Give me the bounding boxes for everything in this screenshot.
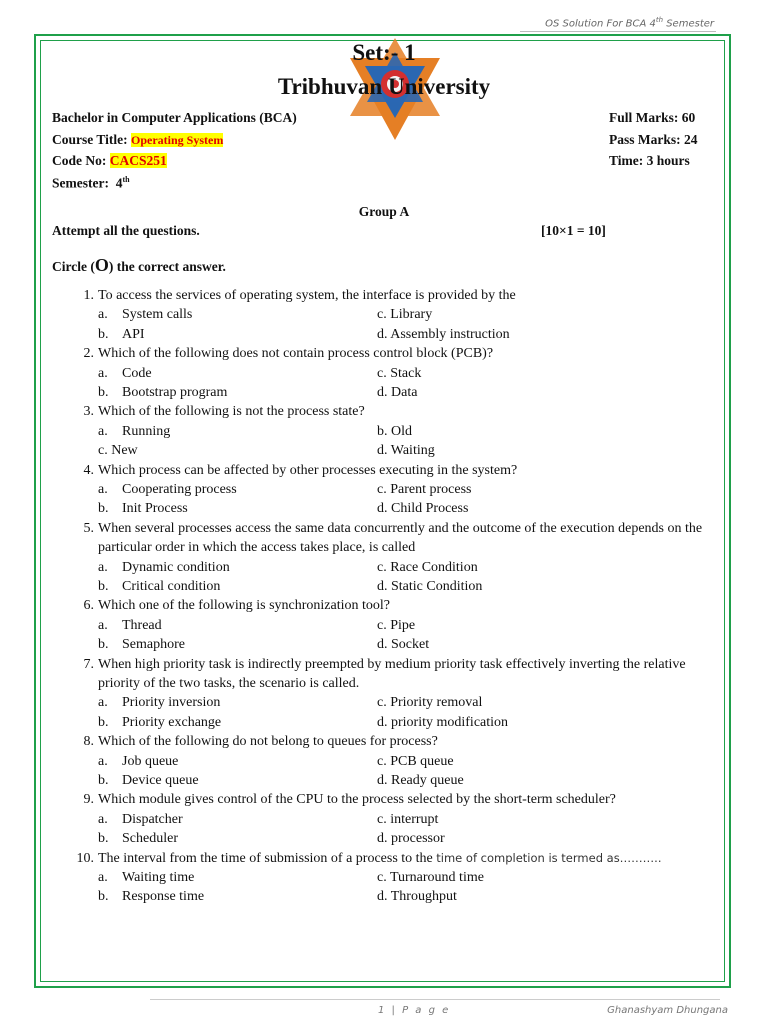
group-heading: Group A (358, 204, 410, 219)
option-right: d. Socket (377, 637, 430, 653)
option-right: c. PCB queue (377, 753, 454, 769)
option-right: c. Stack (377, 365, 422, 381)
question-text: 10. The interval from the time of submission of a process to the time of completion is termed as……….. (0, 849, 708, 868)
question-text: 3. Which of the following is not the process state? (0, 402, 708, 421)
question-number: 6. (83, 598, 94, 614)
option-left: API (122, 326, 145, 342)
question-item (0, 849, 768, 907)
option-right: d. Static Condition (377, 578, 483, 594)
answer-options-row (0, 577, 768, 596)
question-item (0, 519, 768, 597)
option-left: Running (122, 423, 171, 439)
option-letter: a. (98, 481, 108, 497)
answer-options-row (0, 325, 768, 344)
answer-options-row (0, 887, 768, 906)
answer-options-row (0, 829, 768, 848)
option-letter: a. (98, 617, 108, 633)
option-letter: b. (98, 384, 109, 400)
option-letter: b. (98, 501, 109, 517)
answer-options-row (0, 558, 768, 577)
option-right: c. Library (377, 307, 433, 323)
option-right: c. Parent process (377, 481, 472, 497)
code-no: Code No: CACS251 (52, 153, 167, 168)
answer-options-row (0, 693, 768, 712)
answer-options-row (0, 713, 768, 732)
instruction: Attempt all the questions. (52, 223, 200, 238)
option-letter: a. (98, 695, 108, 711)
option-left: Init Process (122, 501, 188, 517)
option-left: Priority exchange (122, 714, 222, 730)
option-left: Code (122, 365, 152, 381)
option-right: c. Turnaround time (377, 869, 484, 885)
university-title: Tribhuvan University (277, 74, 491, 99)
option-right: c. Priority removal (377, 695, 483, 711)
program-name: Bachelor in Computer Applications (BCA) (52, 110, 297, 125)
option-right: d. Throughput (377, 889, 457, 905)
time-allowed: Time: 3 hours (609, 153, 690, 168)
option-letter: a. (98, 423, 108, 439)
question-text: 4. Which process can be affected by other processes executing in the system? (0, 461, 708, 480)
answer-options-row (0, 383, 768, 402)
author-name: Ghanashyam Dhungana (607, 1005, 728, 1016)
question-text: 5. When several processes access the same data concurrently and the outcome of the execution depends on the particular order in which the access takes place, is called (0, 519, 708, 558)
answer-options-row (0, 810, 768, 829)
option-left: c. New (98, 443, 138, 459)
question-item (0, 596, 768, 654)
option-right: c. interrupt (377, 811, 439, 827)
option-letter: b. (98, 831, 109, 847)
option-right: d. Waiting (377, 443, 435, 459)
question-text: 6. Which one of the following is synchronization tool? (0, 596, 708, 615)
option-right: d. processor (377, 831, 445, 847)
answer-options-row (0, 635, 768, 654)
option-letter: b. (98, 637, 109, 653)
option-right: b. Old (377, 423, 412, 439)
option-letter: b. (98, 578, 109, 594)
question-text: 9. Which module gives control of the CPU to the process selected by the short-term scheduler? (0, 790, 708, 809)
marks-allocation: [10×1 = 10] (541, 223, 606, 238)
answer-options-row (0, 616, 768, 635)
option-left: Device queue (122, 772, 199, 788)
semester: Semester: 4th (52, 175, 130, 191)
question-item (0, 402, 768, 460)
option-right: c. Pipe (377, 617, 416, 633)
question-text: 8. Which of the following do not belong to queues for process? (0, 732, 708, 751)
option-letter: a. (98, 365, 108, 381)
question-number: 8. (83, 734, 94, 750)
question-item (0, 655, 768, 733)
answer-options-row (0, 364, 768, 383)
option-right: d. Data (377, 384, 418, 400)
option-letter: a. (98, 307, 108, 323)
question-number: 7. (83, 656, 94, 672)
answer-options-row (0, 480, 768, 499)
course-title: Course Title: Operating System (52, 132, 224, 147)
running-header: OS Solution For BCA 4th Semester (545, 16, 714, 30)
option-letter: b. (98, 889, 109, 905)
pass-marks: Pass Marks: 24 (609, 132, 698, 147)
option-letter: b. (98, 714, 109, 730)
question-number: 3. (83, 404, 94, 420)
footer-rule (150, 999, 720, 1000)
header-rule (520, 31, 716, 32)
option-letter: a. (98, 753, 108, 769)
option-left: Dynamic condition (122, 559, 230, 575)
option-left: Thread (122, 617, 162, 633)
answer-options-row (0, 441, 768, 460)
option-letter: b. (98, 772, 109, 788)
option-left: Job queue (122, 753, 179, 769)
question-number: 2. (83, 346, 94, 362)
question-number: 4. (83, 462, 94, 478)
option-left: Waiting time (122, 869, 195, 885)
option-left: Bootstrap program (122, 384, 228, 400)
page-number: 1 | P a g e (378, 1005, 451, 1016)
answer-options-row (0, 771, 768, 790)
answer-options-row (0, 868, 768, 887)
option-letter: a. (98, 559, 108, 575)
question-number: 9. (83, 792, 94, 808)
question-number: 10. (76, 850, 94, 866)
question-item (0, 286, 768, 344)
question-item (0, 732, 768, 790)
question-item (0, 344, 768, 402)
option-letter: a. (98, 811, 108, 827)
code-value: CACS251 (109, 153, 167, 168)
option-left: Cooperating process (122, 481, 237, 497)
question-item (0, 461, 768, 519)
question-text: 7. When high priority task is indirectly preempted by medium priority task effectively inverting the relative priority of the two tasks, the scenario is called. (0, 655, 708, 694)
option-letter: a. (98, 869, 108, 885)
question-number: 5. (83, 520, 94, 536)
answer-options-row (0, 752, 768, 771)
option-right: d. Ready queue (377, 772, 464, 788)
option-right: c. Race Condition (377, 559, 478, 575)
option-left: Scheduler (122, 831, 178, 847)
circle-instruction: Circle (O) the correct answer. (52, 255, 226, 275)
option-right: d. Child Process (377, 501, 469, 517)
question-text: 1. To access the services of operating system, the interface is provided by the (0, 286, 708, 305)
option-left: Semaphore (122, 637, 185, 653)
option-right: d. Assembly instruction (377, 326, 510, 342)
option-left: Priority inversion (122, 695, 221, 711)
question-item (0, 790, 768, 848)
answer-options-row (0, 422, 768, 441)
set-title: Set:- 1 (352, 40, 416, 65)
option-right: d. priority modification (377, 714, 509, 730)
course-value: Operating System (131, 133, 224, 147)
option-left: Critical condition (122, 578, 221, 594)
option-left: Response time (122, 889, 205, 905)
question-number: 1. (83, 288, 94, 303)
question-list (0, 286, 768, 907)
answer-options-row (0, 305, 768, 324)
full-marks: Full Marks: 60 (609, 110, 696, 125)
question-text: 2. Which of the following does not contain process control block (PCB)? (0, 344, 708, 363)
option-letter: b. (98, 326, 109, 342)
answer-options-row (0, 499, 768, 518)
option-left: Dispatcher (122, 811, 183, 827)
option-left: System calls (122, 307, 193, 323)
